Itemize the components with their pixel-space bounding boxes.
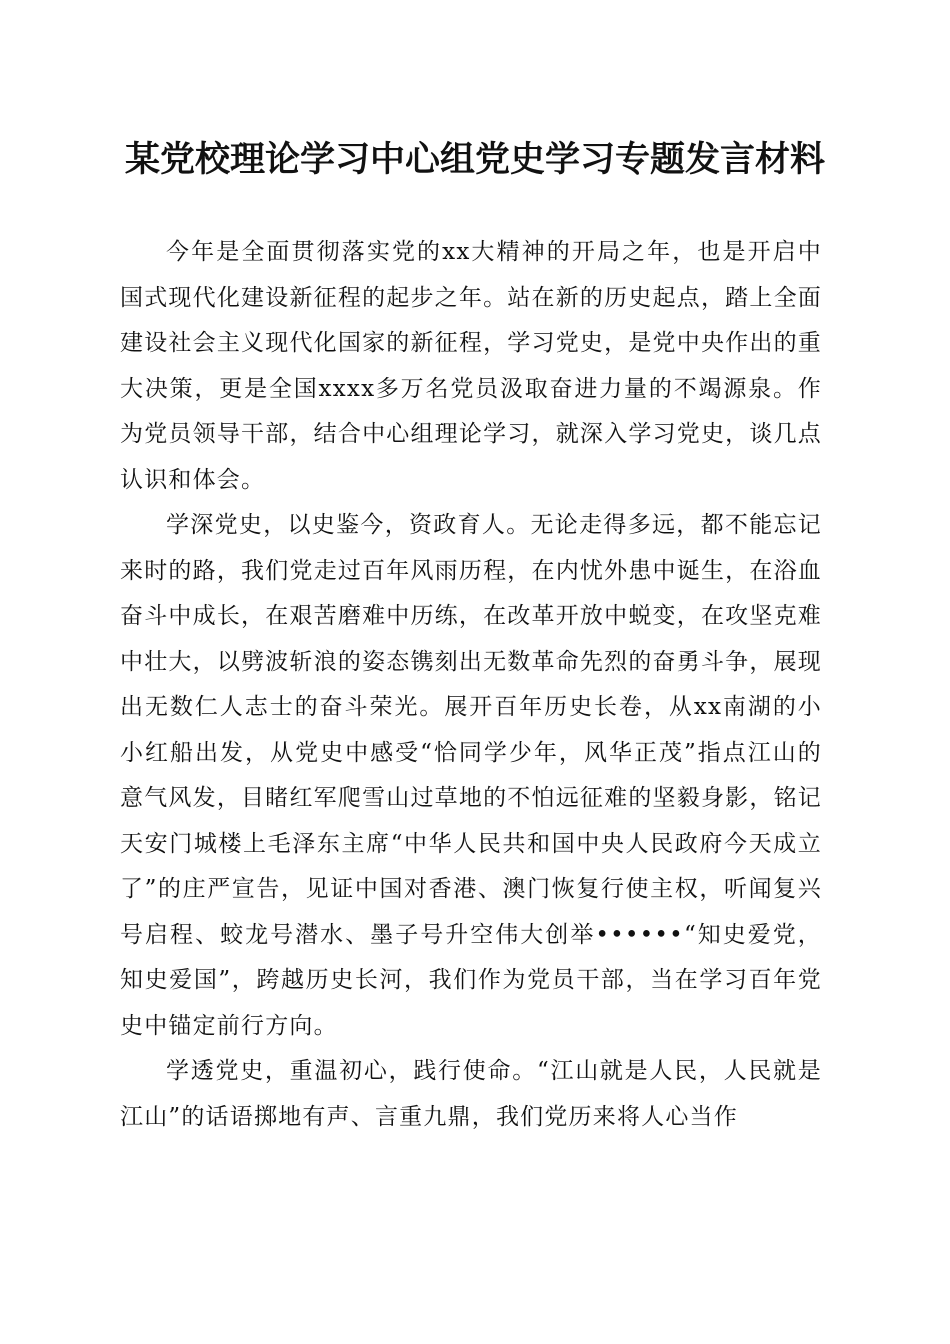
- paragraph-study-thorough: 学透党史，重温初心，践行使命。“江山就是人民，人民就是江山”的话语掷地有声、言重九鼎，我们党历来将人心当作: [120, 1058, 822, 1130]
- paragraph-study-deep: 学深党史，以史鉴今，资政育人。无论走得多远，都不能忘记来时的路，我们党走过百年风雨历程，在内忧外患中诞生，在浴血奋斗中成长，在艰苦磨难中历练，在改革开放中蜕变，在攻坚克难中壮大，以劈波斩浪的姿态镌刻出无数革命先烈的奋勇斗争，展现出无数仁人志士的奋斗荣光。展开百年历史长卷，从xx南湖的小小红船出发，从党史中感受“恰同学少年，风华正茂”指点江山的意气风发，目睹红军爬雪山过草地的不怕远征难的坚毅身影，铭记天安门城楼上毛泽东主席“中华人民共和国中央人民政府今天成立了”的庄严宣告，见证中国对香港、澳门恢复行使主权，听闻复兴号启程、蛟龙号潜水、墨子号升空伟大创举••••••“知史爱党，知史爱国”，跨越历史长河，我们作为党员干部，当在学习百年党史中锚定前行方向。: [120, 512, 822, 1039]
- document-body: [120, 230, 822, 1140]
- document-title: 某党校理论学习中心组党史学习专题发言材料: [124, 139, 825, 180]
- paragraph-intro: 今年是全面贯彻落实党的xx大精神的开局之年，也是开启中国式现代化建设新征程的起步之年。站在新的历史起点，踏上全面建设社会主义现代化国家的新征程，学习党史，是党中央作出的重大决策，更是全国xxxx多万名党员汲取奋进力量的不竭源泉。作为党员领导干部，结合中心组理论学习，就深入学习党史，谈几点认识和体会。: [120, 239, 822, 493]
